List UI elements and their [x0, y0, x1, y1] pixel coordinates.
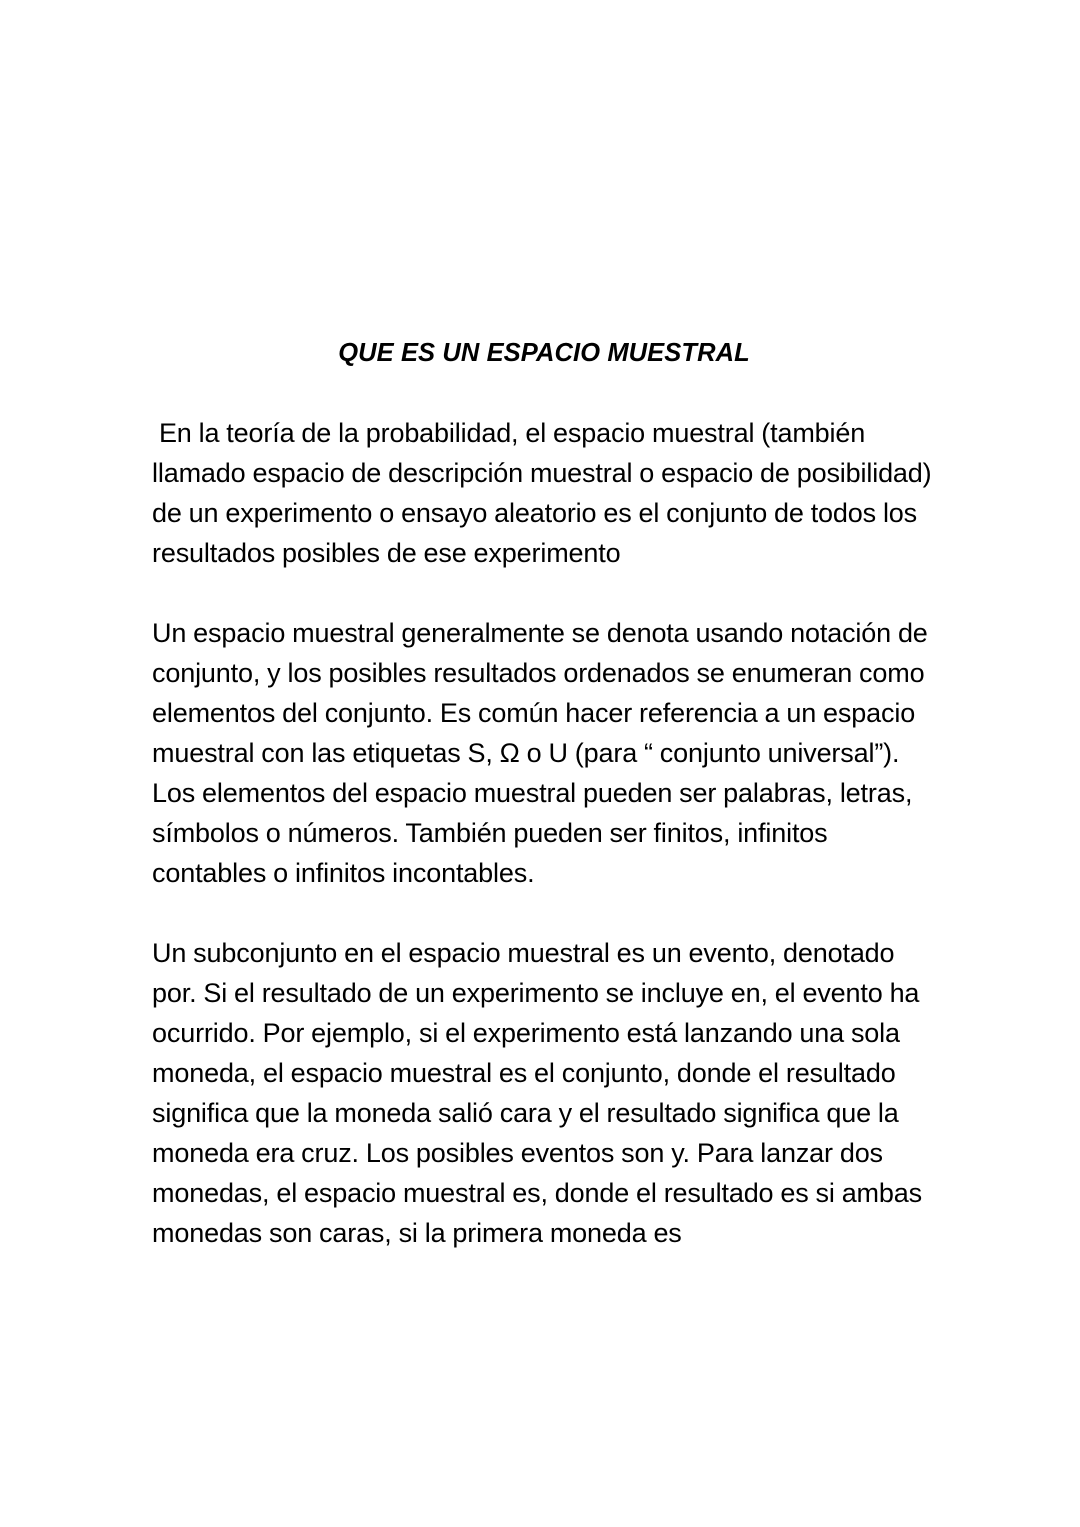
paragraph-gap-2	[152, 893, 936, 933]
paragraph-2: Un espacio muestral generalmente se denota usando notación de conjunto, y los posibles resultados ordenados se enumeran como elementos del conjunto. Es común hacer referencia a un espacio muestral con las etiquetas S, Ω o U (para “ conjunto universal”). Los elementos del espacio muestral pueden ser palabras, letras, símbolos o números. También pueden ser finitos, infinitos contables o infinitos incontables.	[152, 618, 935, 888]
page-title: QUE ES UN ESPACIO MUESTRAL	[338, 339, 750, 367]
paragraph-3: Un subconjunto en el espacio muestral es un evento, denotado por. Si el resultado de un experimento se incluye en, el evento ha ocurrido. Por ejemplo, si el experimento está lanzando una sola moneda, el espacio muestral es el conjunto, donde el resultado significa que la moneda salió cara y el resultado significa que la moneda era cruz. Los posibles eventos son y. Para lanzar dos monedas, el espacio muestral es, donde el resultado es si ambas monedas son caras, si la primera moneda es	[152, 938, 929, 1248]
paragraph-gap-1	[152, 573, 936, 613]
document-text-column	[152, 333, 939, 1253]
title-bottom-spacer	[152, 373, 936, 413]
paragraph-1: En la teoría de la probabilidad, el espacio muestral (también llamado espacio de descripción muestral o espacio de posibilidad) de un experimento o ensayo aleatorio es el conjunto de todos los resultados posibles de ese experimento	[152, 418, 939, 568]
